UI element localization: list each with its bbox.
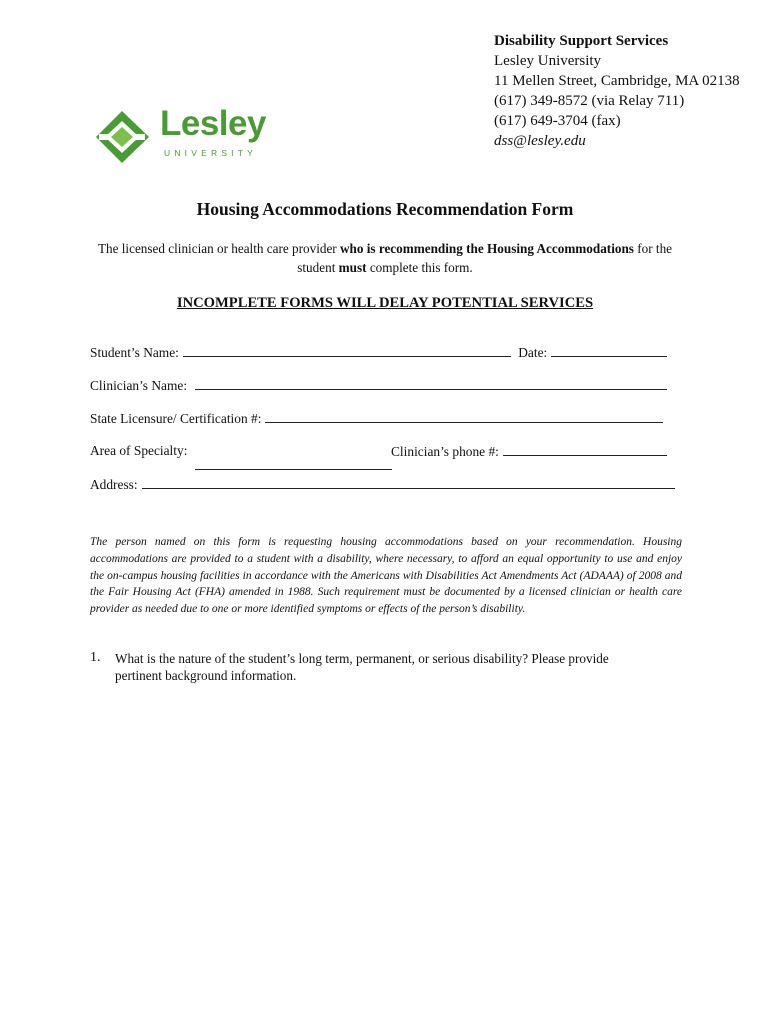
date-label: Date:: [518, 345, 548, 360]
warning-heading: INCOMPLETE FORMS WILL DELAY POTENTIAL SERVICES: [176, 295, 594, 311]
student-name-input[interactable]: [183, 344, 511, 357]
address-row: [90, 476, 675, 493]
notice-paragraph: The person named on this form is requesting housing accommodations based on your recommendation. Housing accommodations are provided to a student with a disability, where necessary, to afford an equal opportunity to use and enjoy the on-campus housing facilities in accordance with the Americans with Disabilities Act Amendments Act (ADAAA) of 2008 and the Fair Housing Act (FHA) amended in 1988. Such requirement must be documented by a licensed clinician or health care provider as needed due to one or more identified symptoms or effects of the person’s disability.: [90, 536, 682, 616]
intro-bold-1: who is recommending the Housing Accommodations: [340, 241, 634, 256]
question-number: 1.: [90, 650, 101, 665]
address-label: Address:: [90, 477, 138, 492]
clinician-name-label: Clinician’s Name:: [90, 378, 188, 393]
street-address: 11 Mellen Street, Cambridge, MA 02138: [494, 73, 740, 89]
clinician-phone-input[interactable]: [503, 443, 667, 456]
licensure-row: [90, 410, 663, 427]
intro-part-3: complete this form.: [366, 259, 473, 275]
student-name-label: Student’s Name:: [90, 345, 179, 360]
specialty-label: Area of Specialty:: [90, 443, 188, 458]
specialty-input[interactable]: [195, 469, 392, 470]
lesley-logo: [96, 104, 276, 164]
fax-number: (617) 649-3704 (fax): [494, 113, 621, 129]
date-input[interactable]: [551, 344, 667, 357]
logo-subtitle: UNIVERSITY: [164, 148, 258, 158]
phone-number: (617) 349-8572 (via Relay 711): [494, 93, 685, 109]
clinician-phone-row: [391, 443, 667, 460]
address-input[interactable]: [142, 476, 675, 489]
clinician-phone-label: Clinician’s phone #:: [391, 444, 499, 459]
licensure-label: State Licensure/ Certification #:: [90, 411, 262, 426]
question-text: What is the nature of the student’s long term, permanent, or serious disability? Please provide pertinent background information.: [115, 651, 609, 683]
intro-part-1: The licensed clinician or health care provider: [97, 241, 340, 256]
intro-bold-2: must: [338, 259, 367, 275]
university-name: Lesley University: [494, 53, 602, 69]
clinician-name-row: [90, 377, 667, 394]
logo-wordmark: Lesley: [160, 104, 266, 143]
student-name-row: [90, 344, 667, 361]
intro-text: [80, 240, 690, 277]
contact-block: [494, 31, 740, 151]
logo-mark-icon: [96, 110, 152, 164]
licensure-input[interactable]: [265, 410, 663, 423]
intro-part-2: for the student: [297, 241, 673, 275]
form-title: Housing Accommodations Recommendation Form: [196, 199, 574, 219]
email-address: dss@lesley.edu: [494, 133, 586, 149]
department-name: Disability Support Services: [494, 33, 669, 49]
clinician-name-input[interactable]: [195, 377, 667, 390]
